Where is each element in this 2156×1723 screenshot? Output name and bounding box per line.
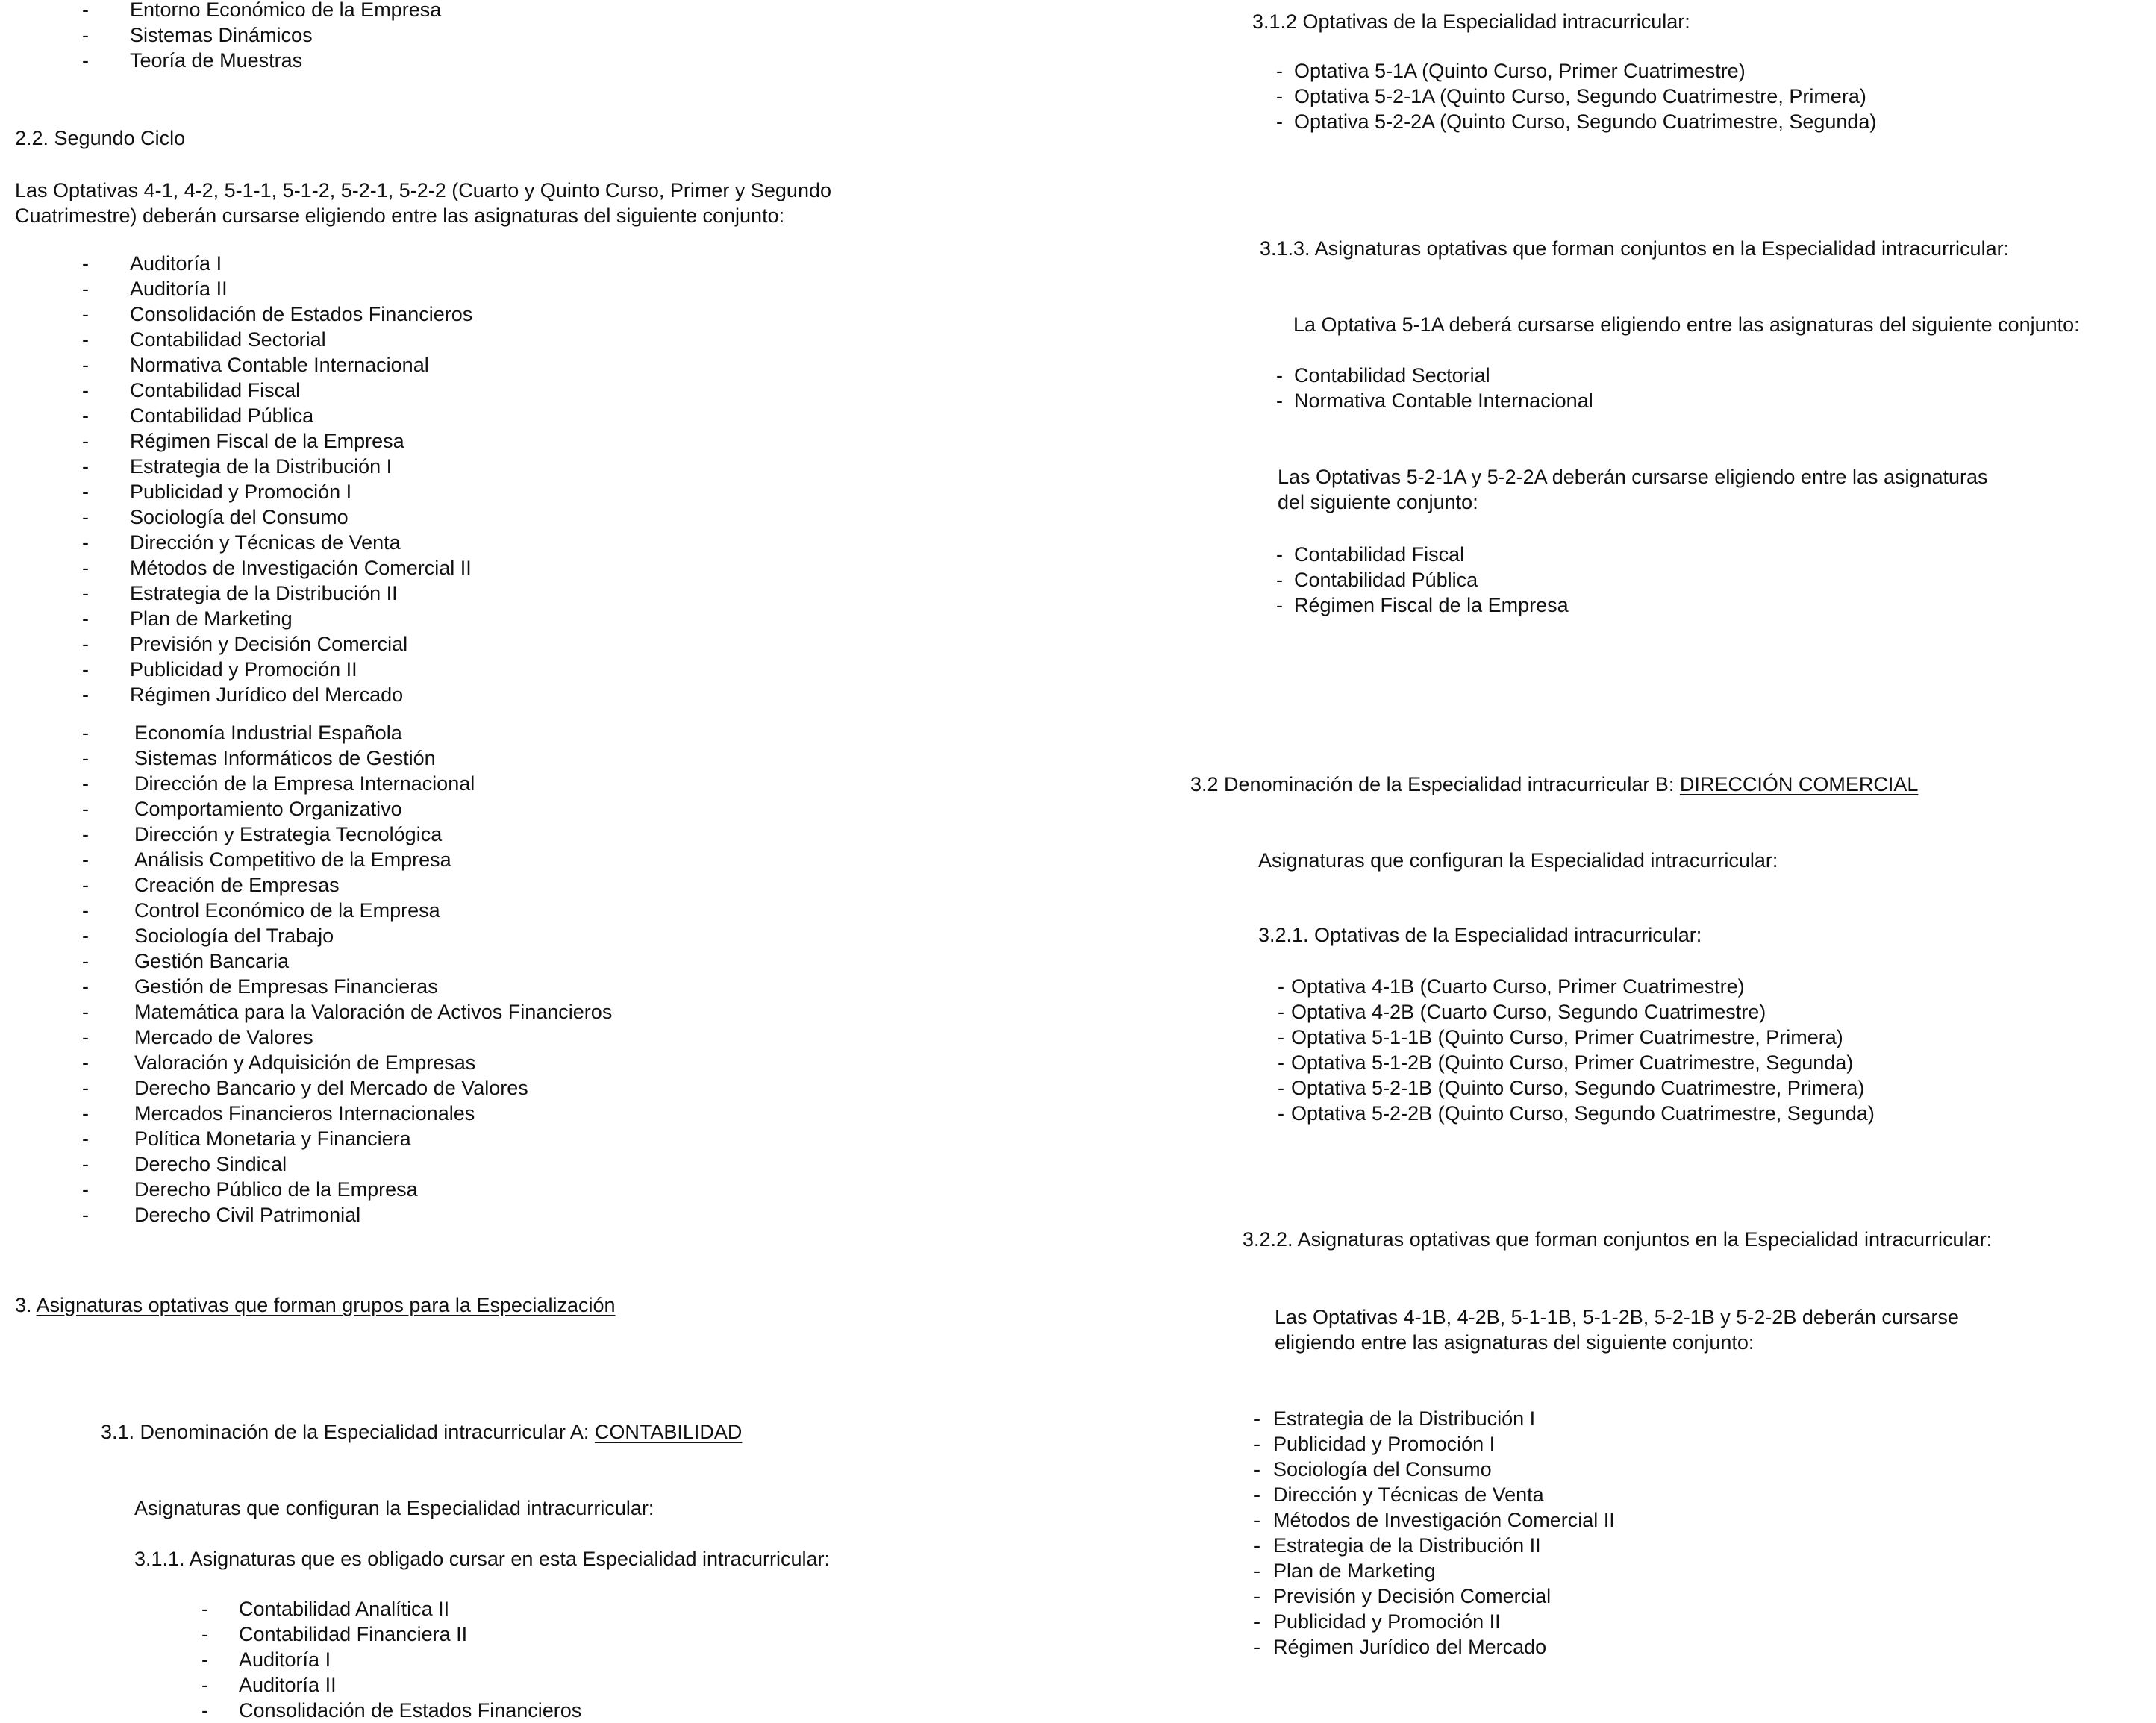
list-item [82, 745, 612, 771]
bullet-dash: - [82, 481, 89, 503]
list-item [82, 1101, 612, 1126]
list-item [82, 530, 472, 555]
list-item [82, 1025, 612, 1050]
bullet-dash: - [82, 252, 89, 275]
list-item [82, 999, 612, 1025]
list-item [1254, 1507, 1615, 1533]
bullet-dash: - [82, 379, 89, 401]
list-item [82, 796, 612, 822]
conjunto-5-2a-list [1276, 542, 1569, 618]
bullet-dash: - [82, 658, 89, 681]
bullet-dash: - [82, 1102, 89, 1125]
list-item [82, 1202, 612, 1228]
bullet-dash: - [1276, 594, 1283, 616]
list-item-text: Derecho Público de la Empresa [134, 1178, 418, 1201]
list-item-text: Optativa 5-1-2B (Quinto Curso, Primer Cuatrimestre, Segunda) [1291, 1051, 1854, 1074]
bullet-dash: - [1276, 569, 1283, 591]
list-item-text: Control Económico de la Empresa [134, 899, 440, 922]
list-item [82, 898, 612, 923]
list-item [1278, 1050, 1875, 1075]
list-item [82, 352, 472, 378]
section-3-heading [15, 1292, 616, 1318]
bullet-dash: - [1278, 975, 1284, 998]
intro-2-2-line2: Cuatrimestre) deberán cursarse eligiendo entre las asignaturas del siguiente conjunto: [15, 204, 785, 227]
list-item-text: Contabilidad Fiscal [1294, 543, 1465, 566]
list-item [1278, 1075, 1875, 1101]
section-2-2-heading: 2.2. Segundo Ciclo [15, 127, 186, 149]
list-item [1278, 999, 1875, 1025]
list-item-text: Contabilidad Sectorial [1294, 364, 1490, 387]
bullet-dash: - [1276, 543, 1283, 566]
bullet-dash: - [201, 1699, 208, 1722]
bullet-dash: - [1278, 1102, 1284, 1125]
bullet-dash: - [82, 354, 89, 376]
list-item [82, 555, 472, 581]
list-item-text: Optativa 4-1B (Cuarto Curso, Primer Cuatrimestre) [1291, 975, 1745, 998]
list-item [1254, 1634, 1615, 1660]
list-item-text: Régimen Fiscal de la Empresa [130, 430, 404, 452]
bullet-dash: - [82, 506, 89, 528]
bullet-dash: - [1254, 1483, 1260, 1506]
bullet-dash: - [82, 455, 89, 478]
bullet-dash: - [82, 557, 89, 579]
bullet-dash: - [82, 582, 89, 604]
list-item-text: Contabilidad Pública [130, 404, 314, 427]
list-item-text: Publicidad y Promoción I [130, 481, 352, 503]
section-3-2-name: DIRECCIÓN COMERCIAL [1679, 773, 1919, 795]
list-item-text: Derecho Bancario y del Mercado de Valores [134, 1077, 528, 1099]
bullet-dash: - [201, 1598, 208, 1620]
list-item-text: Plan de Marketing [130, 607, 293, 630]
list-item [201, 1596, 581, 1622]
list-item: - Sistemas Dinámicos [82, 24, 313, 46]
list-item-text: Análisis Competitivo de la Empresa [134, 848, 451, 871]
list-item [82, 378, 472, 403]
bullet-dash: - [1278, 1026, 1284, 1048]
bullet-dash: - [1276, 110, 1283, 133]
bullet-dash: - [201, 1623, 208, 1645]
list-item [1254, 1609, 1615, 1634]
list-item-text: Auditoría II [130, 278, 228, 300]
list-item-text: Publicidad y Promoción II [1273, 1610, 1501, 1633]
bullet-dash: - [82, 874, 89, 896]
list-item [82, 771, 612, 796]
list-item [82, 631, 472, 657]
list-item-text: Sistemas Informáticos de Gestión [134, 747, 436, 769]
list-item-text: Plan de Marketing [1273, 1560, 1436, 1582]
list-item [82, 1075, 612, 1101]
list-item-text: Optativa 5-2-1B (Quinto Curso, Segundo Cuatrimestre, Primera) [1291, 1077, 1865, 1099]
bullet-dash: - [201, 1648, 208, 1671]
para-b-line2: eligiendo entre las asignaturas del siguiente conjunto: [1275, 1331, 1755, 1354]
bullet-dash: - [82, 1153, 89, 1175]
section-3-1-2-heading: 3.1.2 Optativas de la Especialidad intracurricular: [1252, 10, 1690, 33]
optativas-a-list [1276, 58, 1876, 134]
section-3-1-prefix: 3.1. Denominación de la Especialidad intracurricular A: [101, 1421, 590, 1443]
bullet-dash: - [82, 1077, 89, 1099]
list-item-text: Métodos de Investigación Comercial II [1273, 1509, 1615, 1531]
list-item-text: Consolidación de Estados Financieros [239, 1699, 582, 1722]
conjunto-b-list [1254, 1406, 1615, 1660]
list-item [82, 606, 472, 631]
list-item [1276, 567, 1569, 592]
bullet-dash: - [1276, 60, 1283, 82]
list-item [1278, 974, 1875, 999]
list-item [82, 1151, 612, 1177]
bullet-dash: - [1278, 1001, 1284, 1023]
list-item [201, 1698, 581, 1723]
list-item-text: Derecho Civil Patrimonial [134, 1204, 361, 1226]
bullet-dash: - [82, 404, 89, 427]
bullet-dash: - [82, 684, 89, 706]
list-item-text: Derecho Sindical [134, 1153, 287, 1175]
bullet-dash: - [82, 899, 89, 922]
list-item-text: Dirección y Técnicas de Venta [1273, 1483, 1544, 1506]
para-5-2a-line1: Las Optativas 5-2-1A y 5-2-2A deberán cursarse eligiendo entre las asignaturas [1278, 466, 1988, 488]
list-item-text: Normativa Contable Internacional [1294, 390, 1593, 412]
list-item [1276, 592, 1569, 618]
list-item-text: Mercados Financieros Internacionales [134, 1102, 475, 1125]
list-item-text: Estrategia de la Distribución I [1273, 1407, 1536, 1430]
bullet-dash: - [1254, 1509, 1260, 1531]
list-item-text: Estrategia de la Distribución II [130, 582, 398, 604]
section-3-1-3-heading: 3.1.3. Asignaturas optativas que forman conjuntos en la Especialidad intracurricular: [1260, 237, 2010, 260]
section-3-1-heading [101, 1419, 742, 1445]
list-item-text: Estrategia de la Distribución II [1273, 1534, 1541, 1557]
bullet-dash: - [82, 798, 89, 820]
list-item-text: Auditoría I [130, 252, 222, 275]
list-item-text: Normativa Contable Internacional [130, 354, 429, 376]
section-3-number: 3. [15, 1294, 32, 1316]
bullet-dash: - [1278, 1077, 1284, 1099]
optativas-b-list [1278, 974, 1875, 1126]
list-item [1254, 1583, 1615, 1609]
list-item [1254, 1482, 1615, 1507]
configuran-b: Asignaturas que configuran la Especialidad intracurricular: [1258, 849, 1778, 872]
bullet-dash: - [82, 722, 89, 744]
list-item-text: Contabilidad Financiera II [239, 1623, 468, 1645]
bullet-dash: - [82, 607, 89, 630]
section-3-1-name: CONTABILIDAD [594, 1421, 743, 1443]
bullet-dash: - [1254, 1636, 1260, 1658]
list-item [82, 974, 612, 999]
intro-2-2-line1: Las Optativas 4-1, 4-2, 5-1-1, 5-1-2, 5-2-1, 5-2-2 (Cuarto y Quinto Curso, Primer y Segundo [15, 179, 831, 201]
list-item [82, 276, 472, 301]
list-item [82, 923, 612, 948]
subject-list-a [82, 251, 472, 707]
bullet-dash: - [1254, 1560, 1260, 1582]
bullet-dash: - [82, 772, 89, 795]
list-item-text: Gestión Bancaria [134, 950, 290, 972]
list-item [82, 581, 472, 606]
bullet-dash: - [1254, 1585, 1260, 1607]
bullet-dash: - [82, 633, 89, 655]
list-item [1276, 109, 1876, 134]
list-item-text: Dirección y Técnicas de Venta [130, 531, 401, 554]
bullet-dash: - [1278, 1051, 1284, 1074]
list-item [82, 454, 472, 479]
list-item-text: Gestión de Empresas Financieras [134, 975, 438, 998]
subject-list-b [82, 720, 612, 1228]
para-5-1a: La Optativa 5-1A deberá cursarse eligiendo entre las asignaturas del siguiente conjunto: [1293, 313, 2080, 336]
bullet-dash: - [1254, 1458, 1260, 1480]
list-item-text: Publicidad y Promoción II [130, 658, 357, 681]
list-item [1276, 58, 1876, 84]
list-item [82, 682, 472, 707]
section-3-2-prefix: 3.2 Denominación de la Especialidad intracurricular B: [1190, 773, 1675, 795]
bullet-dash: - [82, 1204, 89, 1226]
bullet-dash: - [82, 747, 89, 769]
list-item-text: Sociología del Trabajo [134, 925, 334, 947]
list-item: - Entorno Económico de la Empresa [82, 0, 442, 21]
list-item [1254, 1558, 1615, 1583]
list-item-text: Matemática para la Valoración de Activos Financieros [134, 1001, 613, 1023]
list-item-text: Optativa 5-1A (Quinto Curso, Primer Cuatrimestre) [1294, 60, 1746, 82]
list-item-text: Previsión y Decisión Comercial [1273, 1585, 1552, 1607]
list-item [82, 822, 612, 847]
section-3-2-1-heading: 3.2.1. Optativas de la Especialidad intracurricular: [1258, 924, 1702, 946]
list-item [201, 1622, 581, 1647]
bullet-dash: - [82, 278, 89, 300]
bullet-dash: - [82, 303, 89, 325]
bullet-dash: - [1254, 1610, 1260, 1633]
conjunto-5-1a-list [1276, 363, 1593, 413]
list-item-text: Dirección de la Empresa Internacional [134, 772, 475, 795]
bullet-dash: - [82, 950, 89, 972]
bullet-dash: - [82, 531, 89, 554]
list-item [82, 251, 472, 276]
list-item [1276, 363, 1593, 388]
list-item-text: Optativa 5-2-2A (Quinto Curso, Segundo Cuatrimestre, Segunda) [1294, 110, 1877, 133]
bullet-dash: - [1276, 390, 1283, 412]
bullet-dash: - [1254, 1407, 1260, 1430]
list-item: - Teoría de Muestras [82, 49, 303, 72]
bullet-dash: - [82, 328, 89, 351]
list-item [1254, 1431, 1615, 1457]
list-item-text: Régimen Fiscal de la Empresa [1294, 594, 1569, 616]
list-item [82, 327, 472, 352]
list-item [1278, 1101, 1875, 1126]
list-item-text: Contabilidad Sectorial [130, 328, 326, 351]
section-3-2-2-heading: 3.2.2. Asignaturas optativas que forman conjuntos en la Especialidad intracurricular: [1243, 1228, 1993, 1251]
bullet-dash: - [82, 1001, 89, 1023]
bullet-dash: - [82, 848, 89, 871]
list-item [82, 948, 612, 974]
list-item-text: Optativa 5-1-1B (Quinto Curso, Primer Cuatrimestre, Primera) [1291, 1026, 1843, 1048]
list-item-text: Contabilidad Pública [1294, 569, 1478, 591]
obligatorias-list [201, 1596, 581, 1723]
list-item [1254, 1457, 1615, 1482]
list-item [82, 1177, 612, 1202]
list-item-text: Auditoría I [239, 1648, 331, 1671]
list-item [201, 1647, 581, 1672]
list-item [82, 301, 472, 327]
list-item [82, 428, 472, 454]
list-item-text: Optativa 5-2-2B (Quinto Curso, Segundo Cuatrimestre, Segunda) [1291, 1102, 1875, 1125]
list-item [1254, 1533, 1615, 1558]
list-item [82, 1050, 612, 1075]
list-item [82, 847, 612, 872]
list-item-text: Régimen Jurídico del Mercado [1273, 1636, 1547, 1658]
list-item-text: Sociología del Consumo [1273, 1458, 1492, 1480]
top-list [82, 0, 441, 73]
bullet-dash: - [1276, 85, 1283, 107]
list-item-text: Publicidad y Promoción I [1273, 1433, 1496, 1455]
list-item-text: Consolidación de Estados Financieros [130, 303, 473, 325]
bullet-dash: - [82, 823, 89, 845]
list-item [82, 657, 472, 682]
list-item [82, 720, 612, 745]
list-item [1276, 84, 1876, 109]
list-item-text: Dirección y Estrategia Tecnológica [134, 823, 443, 845]
list-item [82, 504, 472, 530]
list-item-text: Previsión y Decisión Comercial [130, 633, 408, 655]
bullet-dash: - [82, 1178, 89, 1201]
list-item-text: Comportamiento Organizativo [134, 798, 402, 820]
list-item [82, 872, 612, 898]
bullet-dash: - [1254, 1433, 1260, 1455]
list-item-text: Economía Industrial Española [134, 722, 402, 744]
bullet-dash: - [82, 975, 89, 998]
configuran-a: Asignaturas que configuran la Especialidad intracurricular: [134, 1497, 654, 1519]
bullet-dash: - [1276, 364, 1283, 387]
list-item [82, 403, 472, 428]
para-5-2a-line2: del siguiente conjunto: [1278, 491, 1478, 513]
list-item-text: Régimen Jurídico del Mercado [130, 684, 404, 706]
bullet-dash: - [1254, 1534, 1260, 1557]
bullet-dash: - [82, 925, 89, 947]
list-item-text: Contabilidad Analítica II [239, 1598, 450, 1620]
list-item [1276, 542, 1569, 567]
list-item [201, 1672, 581, 1698]
list-item-text: Mercado de Valores [134, 1026, 313, 1048]
bullet-dash: - [82, 1026, 89, 1048]
section-3-title: Asignaturas optativas que forman grupos para la Especialización [36, 1294, 616, 1316]
bullet-dash: - [82, 430, 89, 452]
list-item-text: Política Monetaria y Financiera [134, 1128, 411, 1150]
list-item-text: Métodos de Investigación Comercial II [130, 557, 472, 579]
para-b-line1: Las Optativas 4-1B, 4-2B, 5-1-1B, 5-1-2B, 5-2-1B y 5-2-2B deberán cursarse [1275, 1306, 1959, 1328]
list-item [82, 479, 472, 504]
list-item [82, 1126, 612, 1151]
list-item-text: Creación de Empresas [134, 874, 340, 896]
list-item-text: Valoración y Adquisición de Empresas [134, 1051, 476, 1074]
list-item [1276, 388, 1593, 413]
list-item-text: Sociología del Consumo [130, 506, 349, 528]
bullet-dash: - [201, 1674, 208, 1696]
list-item [1278, 1025, 1875, 1050]
list-item-text: Optativa 4-2B (Cuarto Curso, Segundo Cuatrimestre) [1291, 1001, 1766, 1023]
list-item-text: Auditoría II [239, 1674, 337, 1696]
section-3-2-heading [1190, 772, 1918, 797]
section-3-1-1-heading: 3.1.1. Asignaturas que es obligado cursar en esta Especialidad intracurricular: [134, 1548, 831, 1570]
list-item-text: Contabilidad Fiscal [130, 379, 301, 401]
list-item-text: Optativa 5-2-1A (Quinto Curso, Segundo Cuatrimestre, Primera) [1294, 85, 1866, 107]
list-item-text: Estrategia de la Distribución I [130, 455, 393, 478]
bullet-dash: - [82, 1051, 89, 1074]
list-item [1254, 1406, 1615, 1431]
bullet-dash: - [82, 1128, 89, 1150]
